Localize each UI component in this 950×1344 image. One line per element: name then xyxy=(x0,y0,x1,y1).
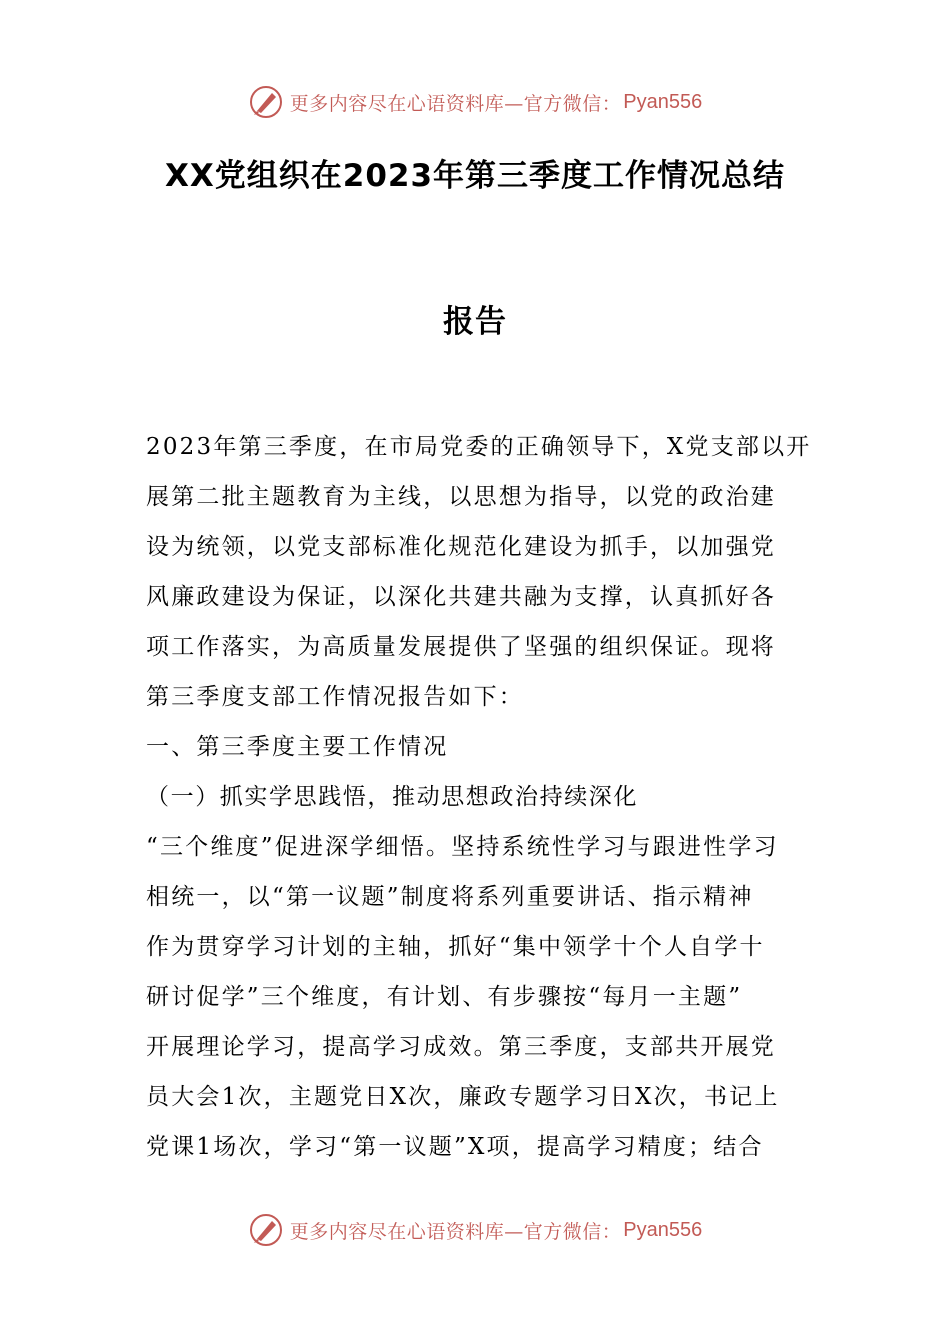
body-line: 展第二批主题教育为主线，以思想为指导，以党的政治建 xyxy=(146,484,776,510)
subsection-heading: （一）抓实学思践悟，推动思想政治持续深化 xyxy=(146,784,638,810)
body-line: 设为统领，以党支部标准化规范化建设为抓手，以加强党 xyxy=(146,534,776,560)
watermark-wechat-id: Pyan556 xyxy=(623,90,703,113)
document-body xyxy=(146,422,812,1172)
footer-watermark-banner xyxy=(0,1210,950,1250)
pen-nib-logo-icon xyxy=(248,84,284,120)
body-line: 开展理论学习，提高学习成效。第三季度，支部共开展党 xyxy=(146,1034,776,1060)
body-line: 党课1场次，学习“第一议题”X项，提高学习精度；结合 xyxy=(146,1134,764,1160)
watermark-text: 更多内容尽在心语资料库—官方微信： xyxy=(289,1220,622,1243)
header-watermark-banner xyxy=(0,82,950,122)
body-line: 员大会1次，主题党日X次，廉政专题学习日X次，书记上 xyxy=(146,1084,780,1110)
document-title-line-1: XX党组织在2023年第三季度工作情况总结 xyxy=(164,158,786,194)
body-line: 项工作落实，为高质量发展提供了坚强的组织保证。现将 xyxy=(146,634,776,660)
body-line: 风廉政建设为保证，以深化共建共融为支撑，认真抓好各 xyxy=(146,584,776,610)
body-line: 作为贯穿学习计划的主轴，抓好“集中领学十个人自学十 xyxy=(146,934,765,960)
section-heading: 一、第三季度主要工作情况 xyxy=(146,734,449,760)
pen-nib-logo-icon xyxy=(248,1212,284,1248)
watermark-text: 更多内容尽在心语资料库—官方微信： xyxy=(289,92,622,115)
watermark-wechat-id: Pyan556 xyxy=(623,1218,703,1241)
body-line: 2023年第三季度，在市局党委的正确领导下，X党支部以开 xyxy=(146,434,812,460)
document-title-line-2: 报告 xyxy=(443,304,507,340)
body-line: 相统一，以“第一议题”制度将系列重要讲话、指示精神 xyxy=(146,884,754,910)
body-line: 第三季度支部工作情况报告如下： xyxy=(146,684,524,710)
body-line: 研讨促学”三个维度，有计划、有步骤按“每月一主题” xyxy=(146,984,743,1010)
body-line: “三个维度”促进深学细悟。坚持系统性学习与跟进性学习 xyxy=(146,834,779,860)
